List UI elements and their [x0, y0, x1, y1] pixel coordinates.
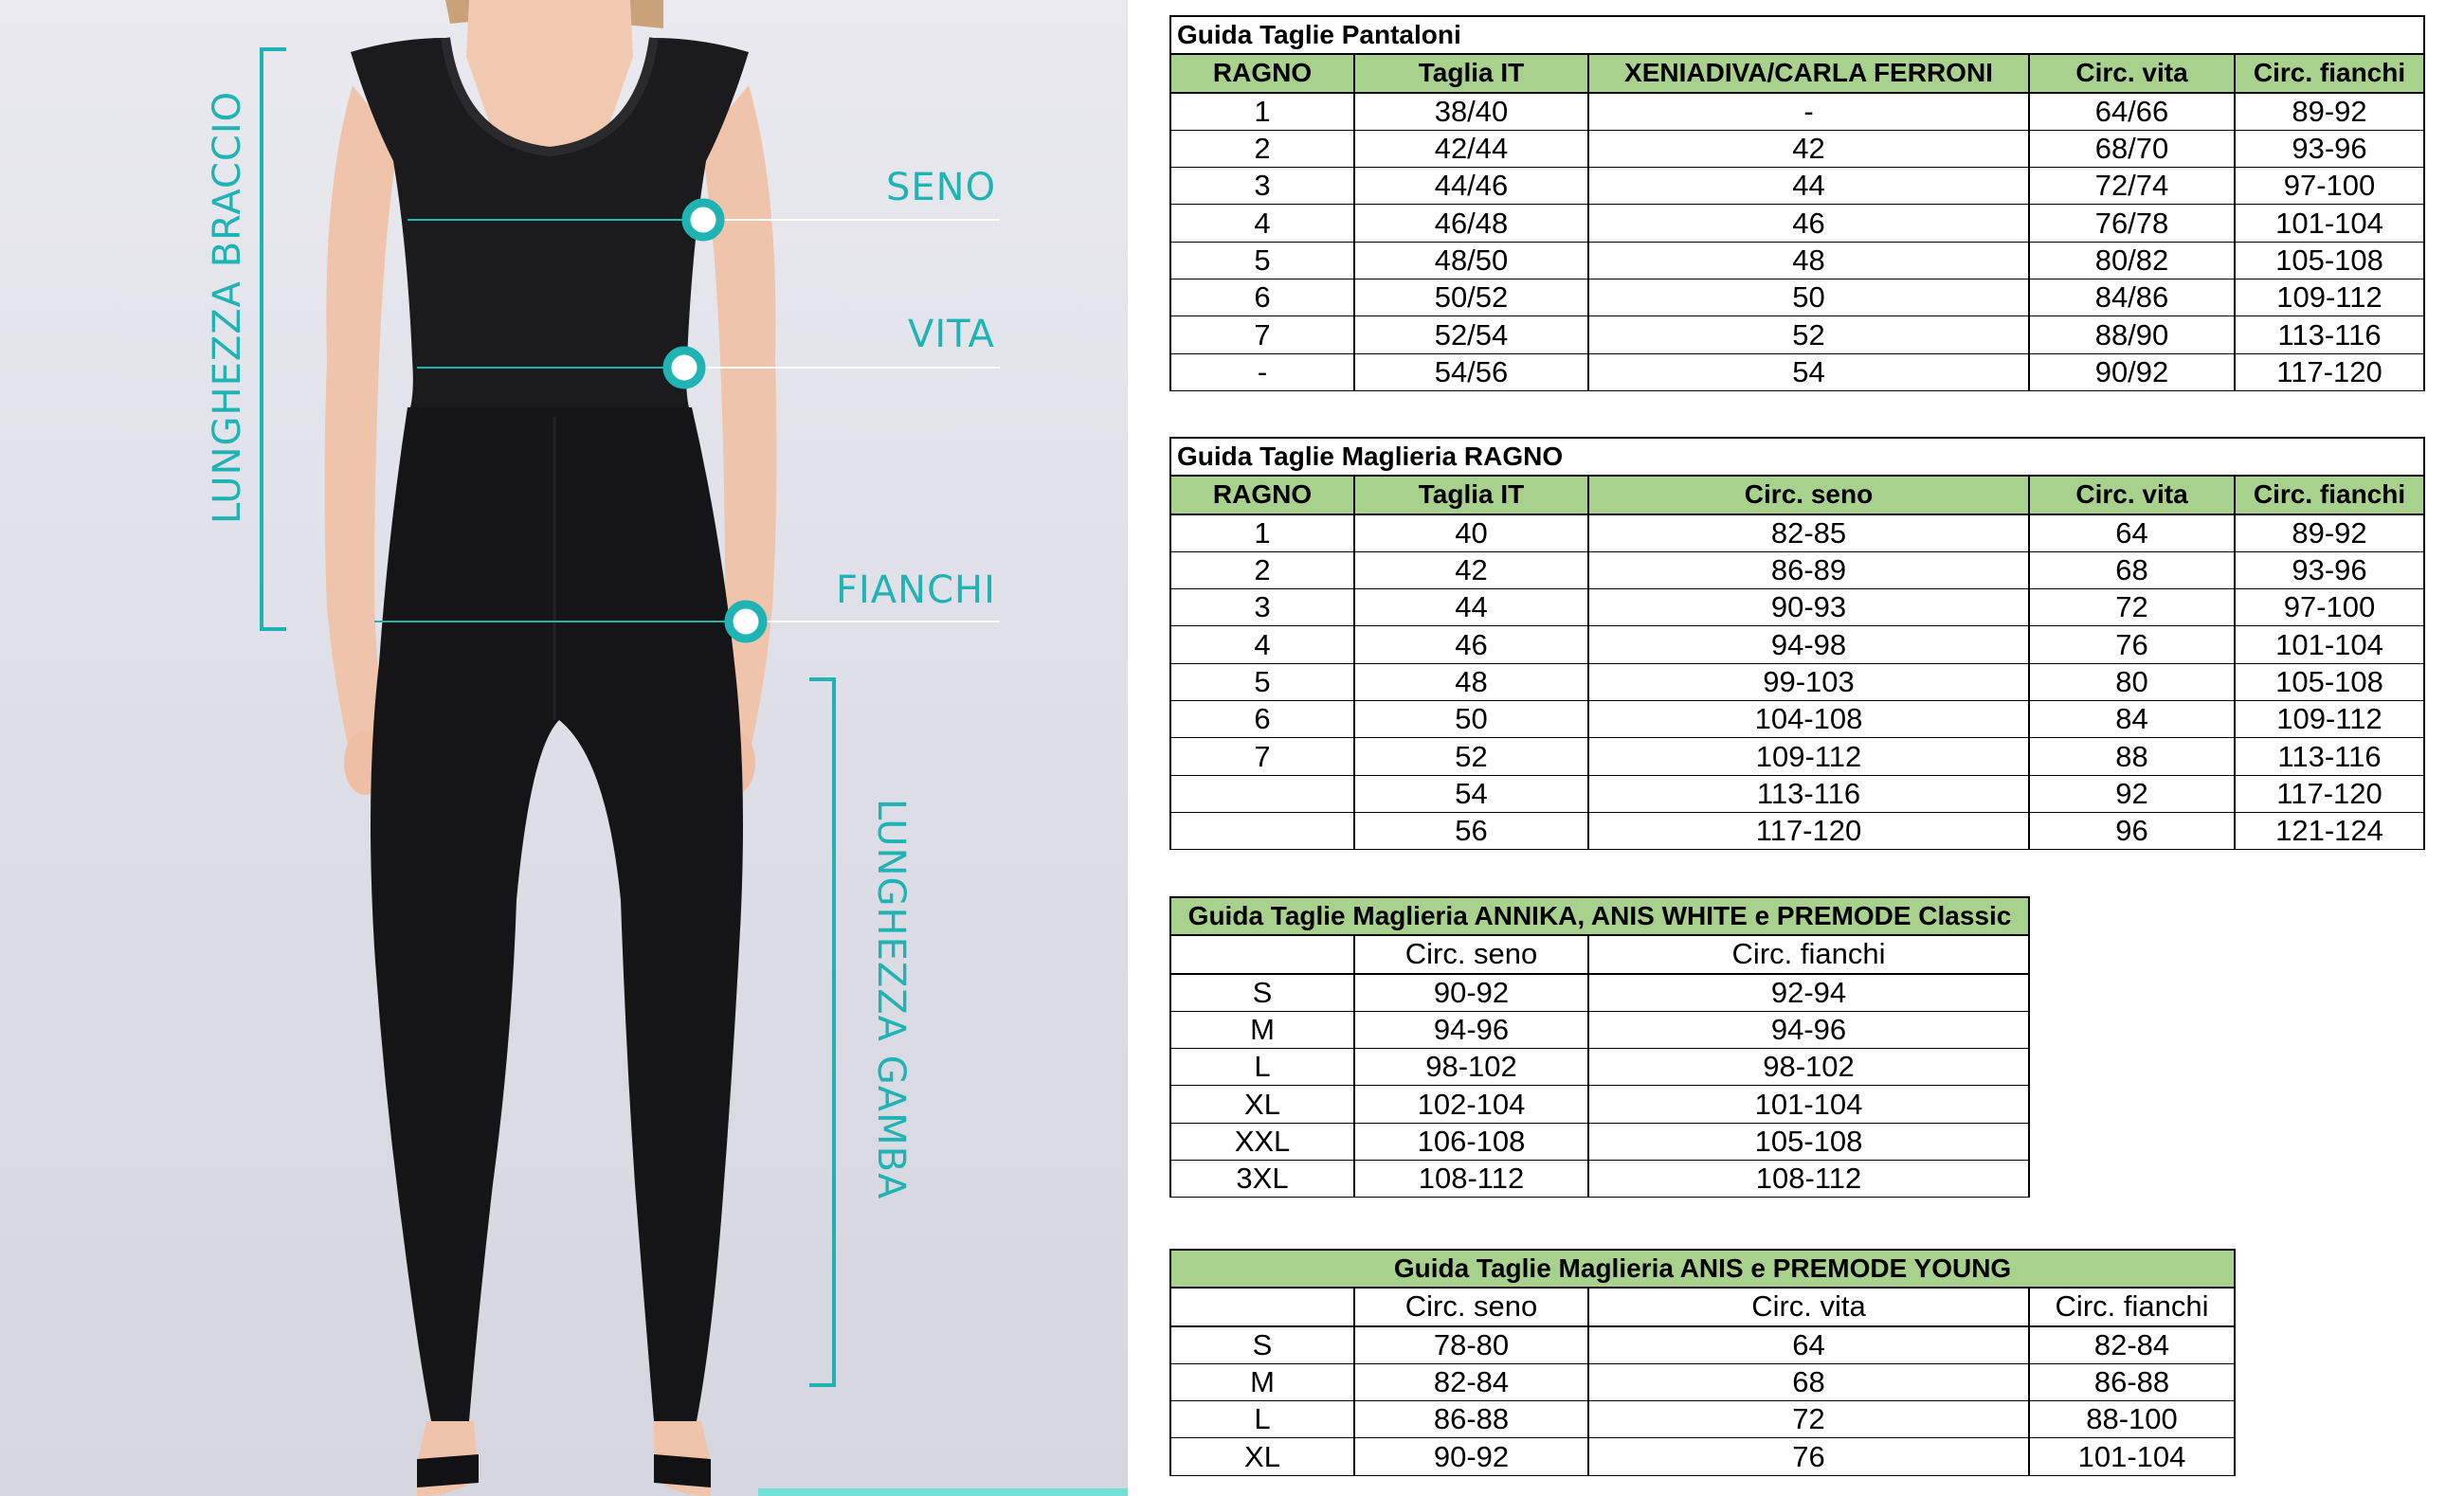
column-header: XENIADIVA/CARLA FERRONI: [1588, 54, 2029, 92]
table-cell: 1: [1170, 93, 1354, 131]
table-cell: S: [1170, 974, 1354, 1012]
table-cell: 46: [1588, 205, 2029, 242]
table-row: [1170, 974, 2029, 1012]
table-cell: 92: [2029, 775, 2235, 812]
table-cell: 121-124: [2235, 812, 2424, 849]
table-cell: 94-96: [1354, 1011, 1588, 1048]
table-cell: 64: [2029, 514, 2235, 552]
table-cell: 88/90: [2029, 316, 2235, 353]
table-cell: 82-84: [1354, 1363, 1588, 1400]
column-header: Circ. fianchi: [2235, 54, 2424, 92]
table-cell: 97-100: [2235, 589, 2424, 626]
table-cell: 6: [1170, 701, 1354, 738]
table-cell: S: [1170, 1326, 1354, 1364]
table-cell: 93-96: [2235, 551, 2424, 588]
table-cell: 7: [1170, 738, 1354, 775]
table-cell: 90-92: [1354, 974, 1588, 1012]
table-cell: 4: [1170, 626, 1354, 663]
table-row: [1170, 242, 2424, 279]
column-header: RAGNO: [1170, 54, 1354, 92]
table-row: [1170, 1086, 2029, 1123]
column-header: Circ. seno: [1354, 1288, 1588, 1325]
table-cell: 98-102: [1588, 1049, 2029, 1086]
table-cell: 46: [1354, 626, 1588, 663]
table-row: [1170, 1401, 2235, 1438]
table-row: [1170, 1326, 2235, 1364]
table-row: [1170, 1161, 2029, 1198]
table-row: [1170, 279, 2424, 316]
table-cell: 40: [1354, 514, 1588, 552]
table-cell: 82-84: [2029, 1326, 2235, 1364]
table-cell: 101-104: [2029, 1438, 2235, 1475]
column-header: [1170, 1288, 1354, 1325]
table-row: [1170, 205, 2424, 242]
table-cell: 3: [1170, 168, 1354, 205]
table-cell: 96: [2029, 812, 2235, 849]
table-cell: 101-104: [2235, 626, 2424, 663]
bracket-gamba: [809, 679, 834, 1385]
table-cell: 3: [1170, 589, 1354, 626]
table-cell: 1: [1170, 514, 1354, 552]
table-cell: 98-102: [1354, 1049, 1588, 1086]
table-cell: 72/74: [2029, 168, 2235, 205]
table-cell: 48: [1588, 242, 2029, 279]
table-cell: 86-88: [2029, 1363, 2235, 1400]
table-cell: 90/92: [2029, 353, 2235, 390]
table-cell: XL: [1170, 1438, 1354, 1475]
table-cell: 50: [1588, 279, 2029, 316]
table-cell: 68: [1588, 1363, 2029, 1400]
table-cell: 5: [1170, 242, 1354, 279]
table-cell: 109-112: [2235, 279, 2424, 316]
table-row: [1170, 589, 2424, 626]
table-cell: 80: [2029, 663, 2235, 700]
table-cell: 82-85: [1588, 514, 2029, 552]
table-cell: 38/40: [1354, 93, 1588, 131]
table-cell: 2: [1170, 551, 1354, 588]
model-illustration: [0, 0, 1128, 1496]
table-row: [1170, 316, 2424, 353]
table-row: [1170, 1123, 2029, 1160]
table-cell: 54: [1354, 775, 1588, 812]
table-cell: 86-88: [1354, 1401, 1588, 1438]
table-row: [1170, 626, 2424, 663]
table-cell: XL: [1170, 1086, 1354, 1123]
table-cell: 104-108: [1588, 701, 2029, 738]
label-seno: SENO: [886, 166, 997, 209]
table-cell: -: [1170, 353, 1354, 390]
table-cell: [1170, 812, 1354, 849]
label-fianchi: FIANCHI: [836, 568, 996, 612]
table-cell: 113-116: [1588, 775, 2029, 812]
table-cell: 105-108: [1588, 1123, 2029, 1160]
table-cell: 52/54: [1354, 316, 1588, 353]
table-cell: 117-120: [2235, 353, 2424, 390]
table-row: [1170, 130, 2424, 167]
table-cell: L: [1170, 1401, 1354, 1438]
column-header: Circ. fianchi: [2029, 1288, 2235, 1325]
table-row: [1170, 551, 2424, 588]
column-header: Circ. vita: [1588, 1288, 2029, 1325]
table-cell: 2: [1170, 130, 1354, 167]
table-cell: 76: [1588, 1438, 2029, 1475]
table-cell: 90-92: [1354, 1438, 1588, 1475]
table-cell: 46/48: [1354, 205, 1588, 242]
table-cell: 72: [1588, 1401, 2029, 1438]
table-cell: 42: [1588, 130, 2029, 167]
table-cell: 48: [1354, 663, 1588, 700]
table-cell: 105-108: [2235, 242, 2424, 279]
table-cell: 109-112: [1588, 738, 2029, 775]
table-cell: 56: [1354, 812, 1588, 849]
table-cell: 4: [1170, 205, 1354, 242]
label-lunghezza-gamba: LUNGHEZZA GAMBA: [869, 799, 913, 1200]
table-cell: 101-104: [1588, 1086, 2029, 1123]
table-maglieria-young: [1169, 1249, 2236, 1476]
label-vita: VITA: [908, 313, 995, 356]
table-cell: 93-96: [2235, 130, 2424, 167]
table-row: [1170, 1049, 2029, 1086]
table-pantaloni: [1169, 15, 2425, 391]
bracket-braccio: [262, 49, 286, 629]
table-cell: 68/70: [2029, 130, 2235, 167]
table-row: [1170, 663, 2424, 700]
table-cell: 105-108: [2235, 663, 2424, 700]
table-cell: 106-108: [1354, 1123, 1588, 1160]
table-cell: 5: [1170, 663, 1354, 700]
column-header: Circ. vita: [2029, 54, 2235, 92]
table-row: [1170, 812, 2424, 849]
table-cell: 52: [1354, 738, 1588, 775]
table-row: [1170, 738, 2424, 775]
table-cell: 109-112: [2235, 701, 2424, 738]
table-cell: 64: [1588, 1326, 2029, 1364]
table-row: [1170, 168, 2424, 205]
table-cell: 117-120: [1588, 812, 2029, 849]
table-cell: 72: [2029, 589, 2235, 626]
table-cell: 108-112: [1588, 1161, 2029, 1198]
table-cell: 113-116: [2235, 316, 2424, 353]
table-title: Guida Taglie Maglieria ANIS e PREMODE YOUNG: [1170, 1250, 2235, 1288]
column-header: Circ. seno: [1588, 476, 2029, 514]
table-cell: 44/46: [1354, 168, 1588, 205]
table-maglieria-ragno: [1169, 437, 2425, 850]
table-cell: 84/86: [2029, 279, 2235, 316]
table-cell: 108-112: [1354, 1161, 1588, 1198]
column-header: Taglia IT: [1354, 54, 1588, 92]
table-row: [1170, 775, 2424, 812]
column-header: Circ. seno: [1354, 935, 1588, 973]
table-row: [1170, 93, 2424, 131]
column-header: Taglia IT: [1354, 476, 1588, 514]
table-cell: 89-92: [2235, 93, 2424, 131]
table-cell: 88-100: [2029, 1401, 2235, 1438]
table-cell: 64/66: [2029, 93, 2235, 131]
table-cell: 7: [1170, 316, 1354, 353]
table-cell: 76: [2029, 626, 2235, 663]
table-cell: 50: [1354, 701, 1588, 738]
table-cell: M: [1170, 1011, 1354, 1048]
table-cell: 42/44: [1354, 130, 1588, 167]
table-cell: 113-116: [2235, 738, 2424, 775]
label-lunghezza-braccio: LUNGHEZZA BRACCIO: [206, 90, 249, 524]
table-row: [1170, 353, 2424, 390]
table-cell: 101-104: [2235, 205, 2424, 242]
table-cell: M: [1170, 1363, 1354, 1400]
table-cell: XXL: [1170, 1123, 1354, 1160]
table-cell: 88: [2029, 738, 2235, 775]
table-cell: 90-93: [1588, 589, 2029, 626]
table-cell: 6: [1170, 279, 1354, 316]
column-header: Circ. vita: [2029, 476, 2235, 514]
column-header: [1170, 935, 1354, 973]
table-cell: 99-103: [1588, 663, 2029, 700]
table-maglieria-annika: [1169, 896, 2030, 1198]
table-cell: 84: [2029, 701, 2235, 738]
table-cell: 3XL: [1170, 1161, 1354, 1198]
table-title: Guida Taglie Maglieria ANNIKA, ANIS WHITE e PREMODE Classic: [1170, 897, 2029, 935]
bottom-accent-strip: [758, 1488, 1128, 1496]
table-row: [1170, 1363, 2235, 1400]
model-photo: [0, 0, 1128, 1496]
table-cell: 44: [1588, 168, 2029, 205]
table-cell: L: [1170, 1049, 1354, 1086]
table-cell: 86-89: [1588, 551, 2029, 588]
table-cell: 89-92: [2235, 514, 2424, 552]
table-row: [1170, 701, 2424, 738]
table-cell: 54: [1588, 353, 2029, 390]
table-cell: 94-98: [1588, 626, 2029, 663]
table-cell: 78-80: [1354, 1326, 1588, 1364]
table-title: Guida Taglie Maglieria RAGNO: [1170, 438, 2424, 476]
table-cell: 42: [1354, 551, 1588, 588]
table-cell: 97-100: [2235, 168, 2424, 205]
table-cell: 80/82: [2029, 242, 2235, 279]
column-header: Circ. fianchi: [2235, 476, 2424, 514]
column-header: Circ. fianchi: [1588, 935, 2029, 973]
table-cell: 52: [1588, 316, 2029, 353]
table-cell: 54/56: [1354, 353, 1588, 390]
table-row: [1170, 1438, 2235, 1475]
table-row: [1170, 1011, 2029, 1048]
table-cell: 102-104: [1354, 1086, 1588, 1123]
table-cell: 44: [1354, 589, 1588, 626]
table-cell: 92-94: [1588, 974, 2029, 1012]
table-cell: 117-120: [2235, 775, 2424, 812]
table-cell: 50/52: [1354, 279, 1588, 316]
table-cell: [1170, 775, 1354, 812]
table-cell: 68: [2029, 551, 2235, 588]
table-cell: -: [1588, 93, 2029, 131]
table-title: Guida Taglie Pantaloni: [1170, 16, 2424, 54]
table-cell: 94-96: [1588, 1011, 2029, 1048]
table-row: [1170, 514, 2424, 552]
column-header: RAGNO: [1170, 476, 1354, 514]
table-cell: 48/50: [1354, 242, 1588, 279]
table-cell: 76/78: [2029, 205, 2235, 242]
